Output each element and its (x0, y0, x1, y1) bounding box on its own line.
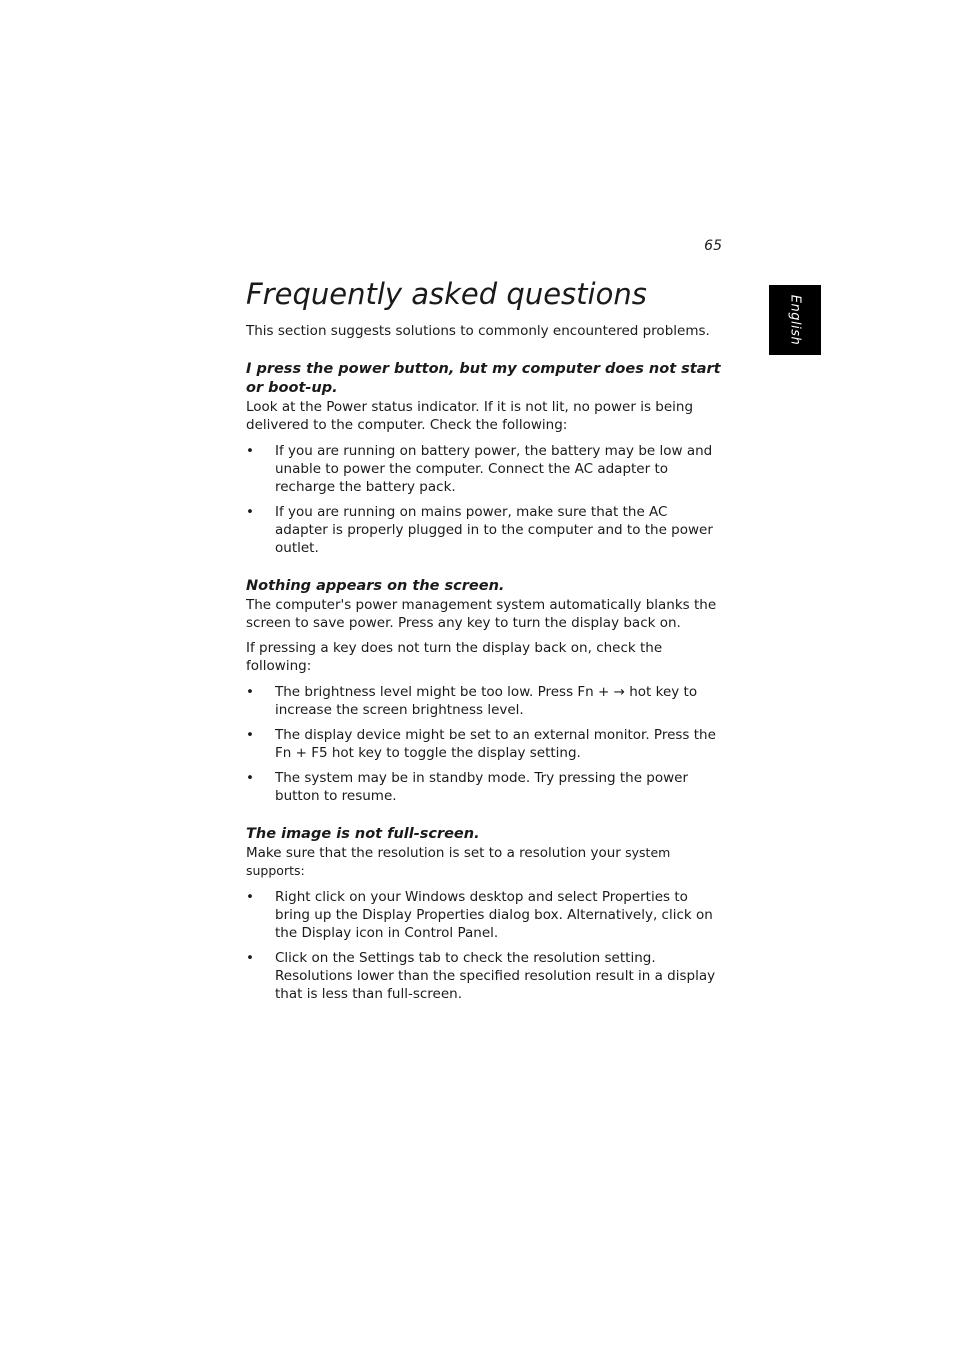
faq-heading-screen: Nothing appears on the screen. (246, 578, 505, 594)
page-title: Frequently asked questions (246, 277, 647, 311)
language-tab-label: English (787, 294, 803, 346)
bullet-mark: • (246, 889, 254, 905)
list-item: • The display device might be set to an external monitor. Press the Fn + F5 hot key to toggle the display setting. (246, 727, 716, 761)
faq-body-image: Make sure that the resolution is set to a resolution your system supports: (246, 845, 671, 878)
hotkey-brightness: Fn + → (577, 684, 625, 700)
bullet-mark: • (246, 684, 254, 700)
bullet-mark: • (246, 727, 254, 743)
list-item: • The brightness level might be too low. Press Fn + → hot key to increase the screen brightness level. (246, 684, 698, 718)
hotkey-display-toggle: Fn + F5 (275, 745, 328, 761)
faq-heading-power: I press the power button, but my computer does not start or boot-up. (246, 361, 721, 396)
faq-body-power: Look at the Power status indicator. If it is not lit, no power is being delivered to the computer. Check the following: (246, 399, 694, 433)
faq-body-screen: The computer's power management system automatically blanks the screen to save power. Press any key to turn the display back on. (246, 597, 717, 631)
faq-list-image (246, 888, 724, 1003)
bullet-mark: • (246, 504, 254, 520)
bullet-mark: • (246, 770, 254, 786)
page-content (246, 274, 724, 1003)
faq-list-power (246, 442, 724, 557)
list-item: • Click on the Settings tab to check the resolution setting. Resolutions lower than the specified resolution result in a display that is less than full-screen. (246, 950, 716, 1002)
list-item: • If you are running on mains power, make sure that the AC adapter is properly plugged in to the computer and to the power outlet. (246, 504, 713, 556)
bullet-mark: • (246, 950, 254, 966)
intro-text: This section suggests solutions to commonly encountered problems. (246, 323, 710, 339)
list-item: • If you are running on battery power, the battery may be low and unable to power the computer. Connect the AC adapter to recharge the battery pack. (246, 443, 713, 495)
list-item: • The system may be in standby mode. Try pressing the power button to resume. (246, 770, 689, 804)
language-tab (769, 285, 821, 355)
page-number: 65 (704, 238, 722, 254)
faq-list-screen (246, 683, 724, 805)
faq-body-screen-2: If pressing a key does not turn the display back on, check the following: (246, 640, 663, 674)
faq-heading-image: The image is not full-screen. (246, 826, 480, 842)
bullet-mark: • (246, 443, 254, 459)
list-item: • Right click on your Windows desktop and select Properties to bring up the Display Properties dialog box. Alternatively, click on the Display icon in Control Panel. (246, 889, 713, 941)
